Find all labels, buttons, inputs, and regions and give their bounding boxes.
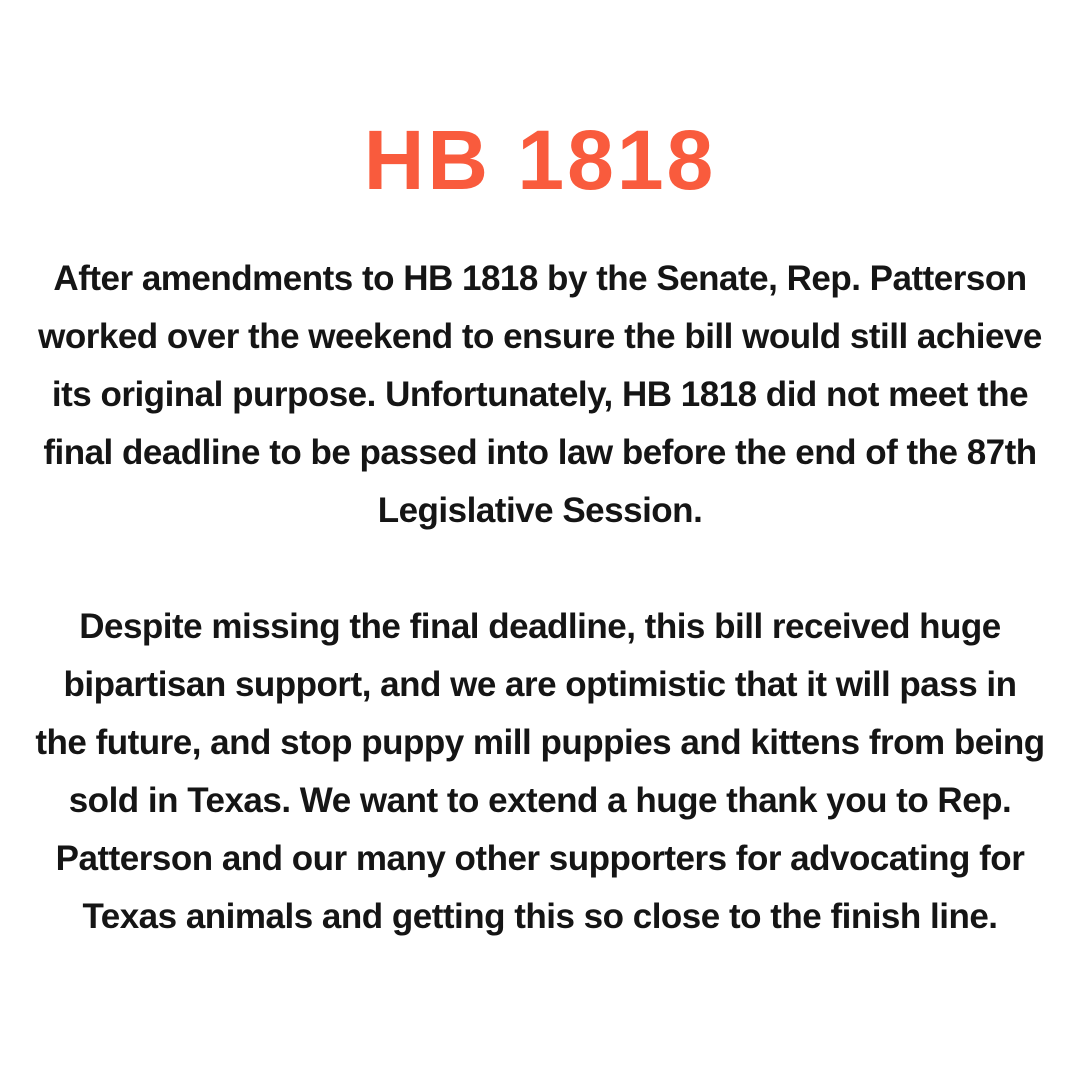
- paragraph-1: After amendments to HB 1818 by the Senate, Rep. Patterson worked over the weekend to ensure the bill would still achieve its original purpose. Unfortunately, HB 1818 did not meet the final deadline to be passed into law before the end of the 87th Legislative Session.: [38, 259, 1042, 530]
- paragraph-2: Despite missing the final deadline, this bill received huge bipartisan support, and we are optimistic that it will pass in the future, and stop puppy mill puppies and kittens from being sold in Texas. We want to extend a huge thank you to Rep. Patterson and our many other supporters for advocating for Texas animals and getting this so close to the finish line.: [35, 607, 1045, 936]
- body-text-block: [34, 250, 1046, 946]
- page-title: HB 1818: [363, 113, 717, 207]
